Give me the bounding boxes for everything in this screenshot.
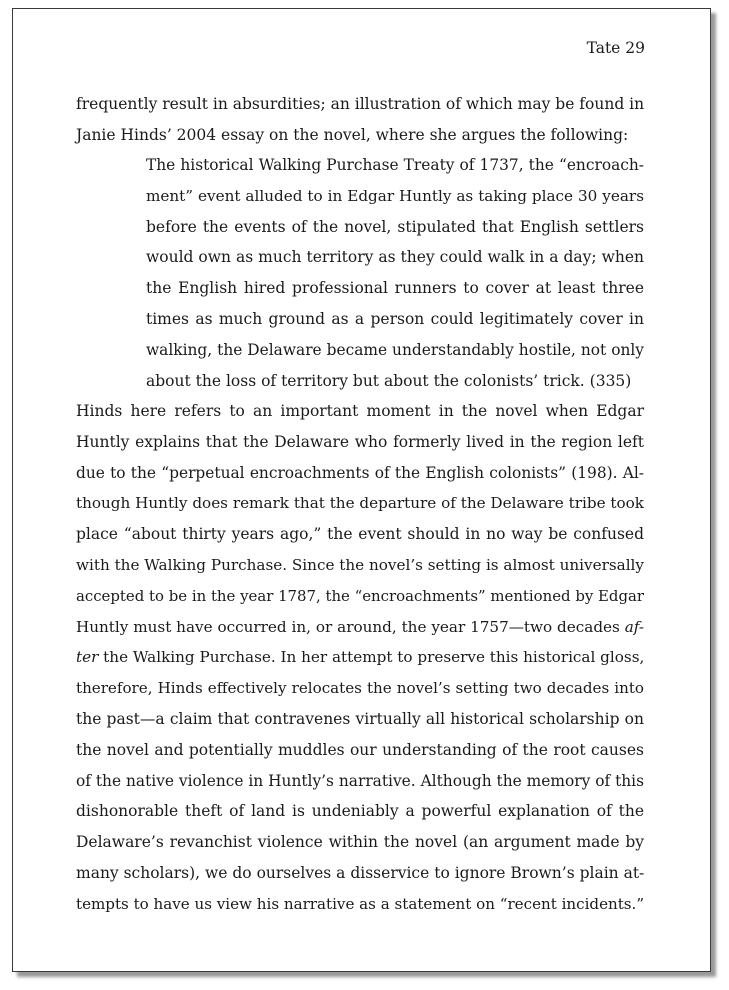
- page-header: Tate 29: [586, 39, 645, 57]
- intro-paragraph: [76, 89, 644, 151]
- quote-line: The historical Walking Purchase Treaty of 1737, the “encroach-: [146, 156, 644, 174]
- text-line: Huntly explains that the Delaware who formerly lived in the region left: [76, 432, 644, 451]
- text-line: with the Walking Purchase. Since the novel’s setting is almost universally: [76, 555, 644, 574]
- text-line: due to the “perpetual encroachments of the English colonists” (198). Al-: [76, 463, 644, 482]
- text-line: tempts to have us view his narrative as a statement on “recent incidents.”: [76, 894, 645, 913]
- quote-line: times as much ground as a person could legitimately cover in: [146, 309, 644, 328]
- text-line: the novel and potentially muddles our understanding of the root causes: [76, 740, 644, 759]
- text-line: ter the Walking Purchase. In her attempt to preserve this historical gloss,: [76, 648, 645, 667]
- quote-line: before the events of the novel, stipulated that English settlers: [146, 217, 644, 236]
- text-line: Huntly must have occurred in, or around, the year 1757—two decades af-: [76, 617, 644, 636]
- quote-line: would own as much territory as they could walk in a day; when: [146, 248, 644, 267]
- text-line: Delaware’s revanchist violence within the novel (an argument made by: [76, 833, 644, 852]
- text-line: though Huntly does remark that the departure of the Delaware tribe took: [76, 494, 644, 513]
- text-line: Janie Hinds’ 2004 essay on the novel, where she argues the following:: [76, 125, 629, 144]
- text-line: the past—a claim that contravenes virtually all historical scholarship on: [76, 709, 644, 728]
- text-line: Hinds here refers to an important moment in the novel when Edgar: [76, 402, 644, 420]
- quote-line: the English hired professional runners to cover at least three: [146, 279, 644, 298]
- quote-line: walking, the Delaware became understandably hostile, not only: [146, 340, 644, 359]
- text-line: many scholars), we do ourselves a disservice to ignore Brown’s plain at-: [76, 863, 645, 882]
- main-paragraph: [76, 396, 644, 920]
- text-line: accepted to be in the year 1787, the “encroachments” mentioned by Edgar: [76, 586, 644, 605]
- text-line: of the native violence in Huntly’s narrative. Although the memory of this: [76, 771, 644, 790]
- text-line: therefore, Hinds effectively relocates the novel’s setting two decades into: [76, 679, 644, 698]
- text-line: frequently result in absurdities; an illustration of which may be found in: [76, 95, 645, 113]
- quote-line: ment” event alluded to in Edgar Huntly as taking place 30 years: [146, 186, 644, 205]
- text-line: dishonorable theft of land is undeniably a powerful explanation of the: [76, 802, 644, 821]
- block-quote: [146, 150, 644, 396]
- quote-line: about the loss of territory but about the colonists’ trick. (335): [146, 371, 632, 390]
- text-line: place “about thirty years ago,” the event should in no way be confused: [76, 525, 644, 544]
- document-page: [12, 8, 711, 972]
